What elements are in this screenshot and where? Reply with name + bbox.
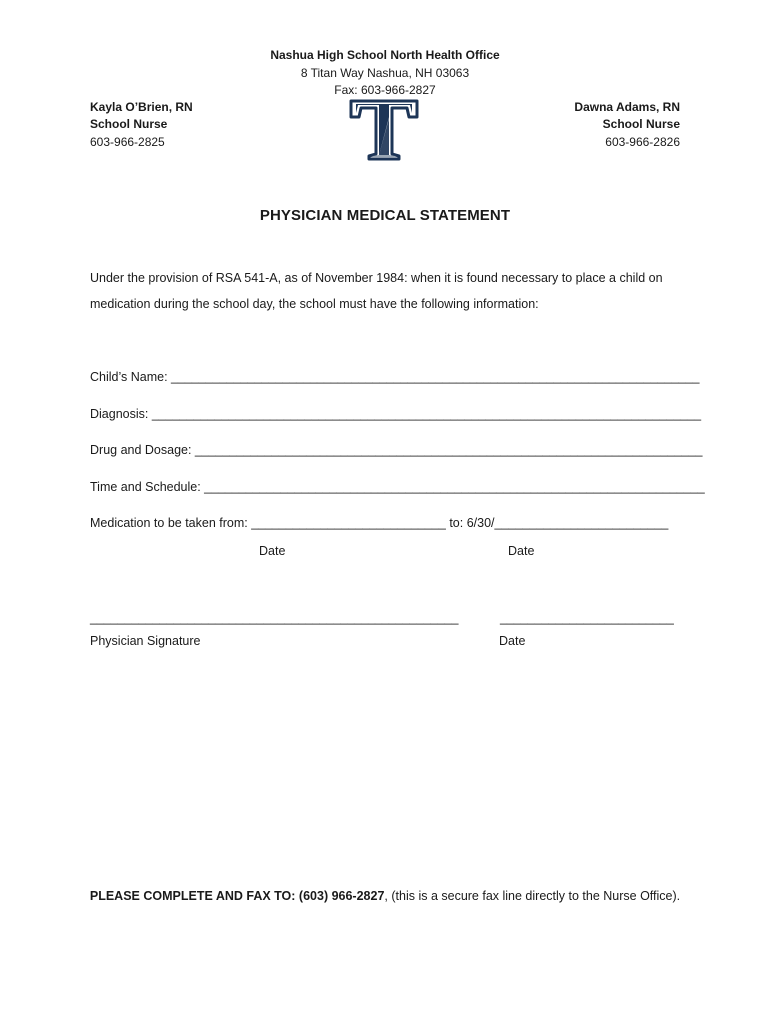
intro-line-1: Under the provision of RSA 541-A, as of November 1984: when it is found necessary to place a child on [90, 271, 663, 285]
drug-dosage-field[interactable]: Drug and Dosage: _________________________________________________________________________ [90, 443, 703, 457]
right-contact-role: School Nurse [602, 117, 680, 131]
left-contact-role: School Nurse [90, 117, 168, 131]
intro-line-2: medication during the school day, the school must have the following information: [90, 297, 539, 311]
fax-instruction-bold: PLEASE COMPLETE AND FAX TO: (603) 966-2827 [89, 889, 385, 903]
office-address: 8 Titan Way Nashua, NH 03063 [300, 66, 470, 80]
diagnosis-field[interactable]: Diagnosis: _______________________________________________________________________________ [90, 407, 702, 421]
physician-signature-line[interactable]: _____________________________________________________ [90, 611, 459, 625]
right-contact-phone: 603-966-2826 [605, 135, 680, 149]
document-title: PHYSICIAN MEDICAL STATEMENT [259, 207, 511, 224]
left-contact-name: Kayla O’Brien, RN [90, 100, 193, 114]
school-logo-t-icon [348, 97, 420, 161]
left-contact-phone: 603-966-2825 [90, 135, 165, 149]
child-name-field[interactable]: Child’s Name: ____________________________________________________________________________ [90, 370, 700, 384]
medication-from-field[interactable]: Medication to be taken from: ____________________________ to: 6/30/_________________________ [90, 516, 669, 530]
office-fax: Fax: 603-966-2827 [334, 83, 436, 97]
office-name: Nashua High School North Health Office [270, 48, 500, 62]
end-date-label: Date [508, 544, 535, 558]
physician-signature-label: Physician Signature [90, 634, 201, 648]
signature-date-line[interactable]: _________________________ [500, 611, 674, 625]
start-date-label: Date [259, 544, 286, 558]
right-contact-name: Dawna Adams, RN [574, 100, 680, 114]
fax-instruction [0, 889, 770, 903]
time-schedule-field[interactable]: Time and Schedule: ________________________________________________________________________ [90, 480, 705, 494]
signature-date-label: Date [499, 634, 526, 648]
fax-instruction-rest: , (this is a secure fax line directly to the Nurse Office). [384, 889, 681, 903]
